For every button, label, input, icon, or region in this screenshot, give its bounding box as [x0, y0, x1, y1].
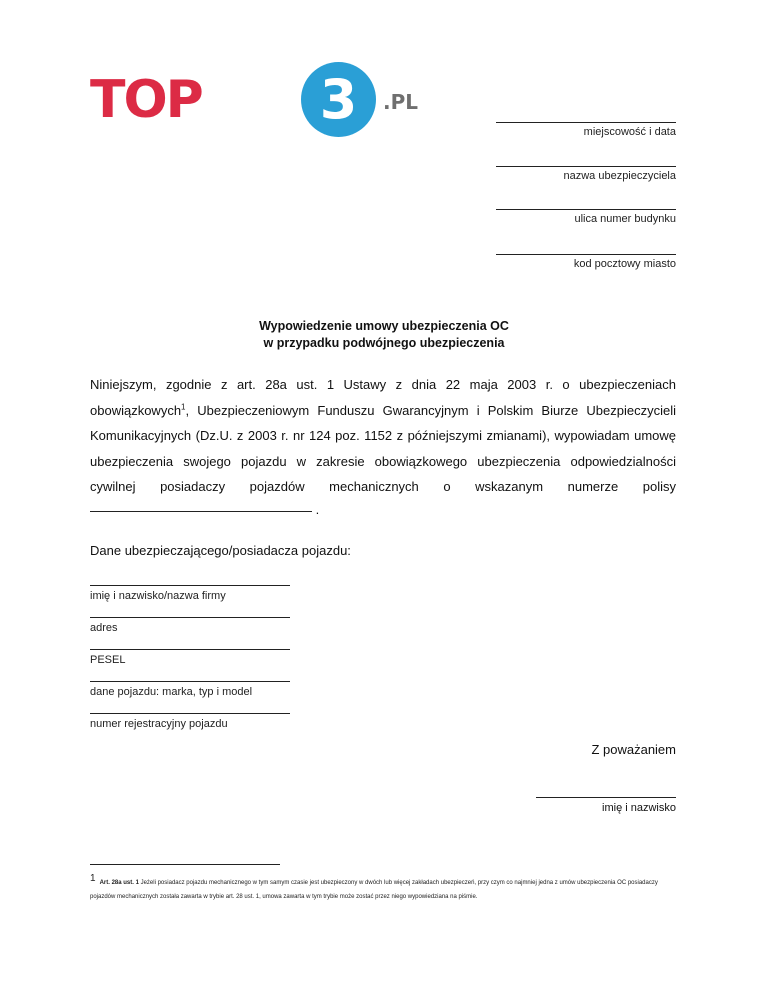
field-label: miejscowość i data [583, 126, 676, 138]
footnote-text: Jeżeli posiadacz pojazdu mechanicznego w tym samym czasie jest ubezpieczony w dwóch lub więcej zakładach ubezpieczeń, przy czym co najmniej jedna z umów ubezpieczenia OC posiadaczy pojazdów mechanicznych została zawarta w trybie art. 28 ust. 1, umowa zawarta w tym trybie może zostać przez niego wypowiedziana na piśmie. [90, 880, 658, 900]
blank-line [496, 254, 676, 255]
title-line-2: w przypadku podwójnego ubezpieczenia [263, 336, 505, 350]
field-label: PESEL [90, 654, 126, 666]
field-label: ulica numer budynku [574, 213, 676, 225]
blank-line [90, 511, 312, 512]
logo-digit-circle: 3 [301, 62, 376, 137]
body-part-1: Niniejszym, zgodnie z art. 28a ust. 1 Ustawy z dnia 22 maja 2003 r. o ubezpieczeniach obowiązkowych [90, 377, 676, 418]
section-heading: Dane ubezpieczającego/posiadacza pojazdu: [90, 543, 351, 558]
footnote-number: 1 [90, 873, 96, 884]
signature-block [536, 797, 676, 814]
field-label: numer rejestracyjny pojazdu [90, 718, 228, 730]
blank-line [90, 617, 290, 618]
address-field-place-date [496, 122, 676, 138]
blank-line [90, 585, 290, 586]
blank-line [90, 649, 290, 650]
address-field-postcode [496, 254, 676, 270]
field-label: adres [90, 622, 118, 634]
signature-label: imię i nazwisko [602, 802, 676, 814]
field-vehicle [90, 681, 310, 699]
address-field-street [496, 209, 676, 225]
body-paragraph [90, 372, 676, 500]
logo-top-text: TOP [90, 70, 202, 130]
closing-salutation: Z poważaniem [591, 742, 676, 757]
footnote-ref: 1 [181, 402, 186, 412]
field-pesel [90, 649, 310, 667]
address-field-insurer [496, 166, 676, 182]
document-title [0, 318, 768, 352]
field-address [90, 617, 310, 635]
body-end: . [312, 502, 320, 517]
field-label: kod pocztowy miasto [573, 258, 676, 270]
footnote [90, 872, 680, 904]
policy-number-blank [90, 502, 319, 517]
field-name [90, 585, 310, 603]
body-part-2: , Ubezpieczeniowym Funduszu Gwarancyjnym i Polskim Biurze Ubezpieczycieli Komunikacyjnych (Dz.U. z 2003 r. nr 124 poz. 1152 z późniejszymi zmianami), wypowiadam umowę ubezpieczenia swojego pojazdu w zakresie obowiązkowego ubezpieczenia odpowiedzialności cywilnej posiadaczy pojazdów mechanicznych o wskazanym numerze polisy [90, 402, 676, 494]
blank-line [496, 209, 676, 210]
logo-suffix: .PL [383, 90, 418, 114]
blank-line [496, 166, 676, 167]
blank-line [496, 122, 676, 123]
footnote-divider [90, 864, 280, 865]
field-registration [90, 713, 310, 731]
blank-line [90, 681, 290, 682]
footnote-ref-text: Art. 28a ust. 1 [99, 880, 139, 886]
policyholder-fields [90, 585, 310, 745]
title-line-1: Wypowiedzenie umowy ubezpieczenia OC [259, 319, 509, 333]
field-label: dane pojazdu: marka, typ i model [90, 686, 253, 698]
blank-line [90, 713, 290, 714]
field-label: nazwa ubezpieczyciela [563, 170, 676, 182]
signature-line [536, 797, 676, 798]
field-label: imię i nazwisko/nazwa firmy [90, 590, 226, 602]
